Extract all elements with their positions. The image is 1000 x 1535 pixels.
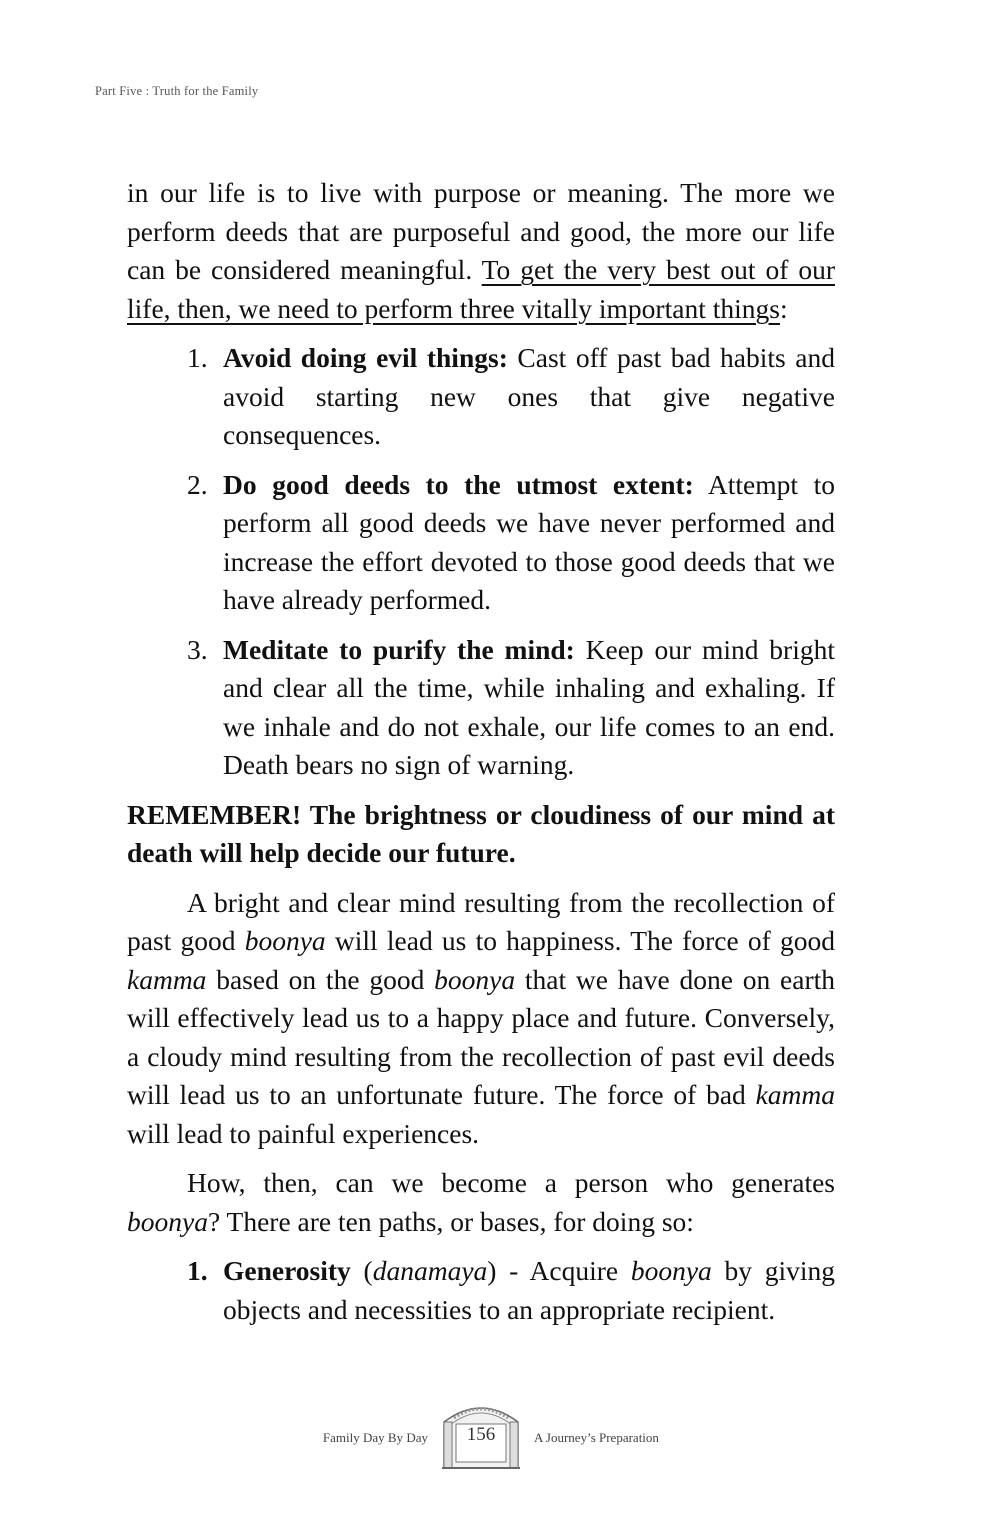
italic-term: boonya [630,1255,712,1286]
paragraph-paths [127,1164,835,1241]
list-item-title: Generosity [223,1255,351,1286]
italic-term: kamma [755,1079,835,1110]
ten-paths-list [127,1252,835,1329]
text: that we have done on earth will effectively lead us to a happy place and future. Conversely, a cloudy mind resulting from the recollection of past evil deeds will lead us to an unfortunate future. The force of bad [127,963,835,1110]
paragraph-mind [127,884,835,1154]
text: ) - Acquire [487,1255,631,1286]
page-footer [0,1398,1000,1478]
list-item-text: Attempt to perform all good deeds we have never performed and increase the effort devoted to those good deeds that we have already performed. [223,468,835,615]
list-item-text: Keep our mind bright and clear all the time, while inhaling and exhaling. If we inhale and do not exhale, our life comes to an end. Death bears no sign of warning. [223,633,835,780]
italic-term: boonya [434,963,516,995]
footer-book-title: Family Day By Day [322,1430,428,1445]
list-item-text: Cast off past bad habits and avoid starting new ones that give negative consequences. [223,342,835,450]
underlined-sentence: To get the very best out of our life, then, we need to perform three vitally important things [127,254,835,324]
list-number: 1. [187,342,208,373]
footer-subtitle: A Journey’s Preparation [534,1430,659,1445]
text: ? There are ten paths, or bases, for doing so: [207,1205,694,1237]
list-item-title: Meditate to purify the mind: [223,633,575,665]
text: How, then, can we become a person who generates [187,1167,835,1198]
list-item-title: Avoid doing evil things: [223,342,508,373]
three-things-list [127,339,835,785]
text: ( [350,1255,373,1286]
list-item [127,466,835,620]
intro-text: in our life is to live with purpose or meaning. The more we perform deeds that are purposeful and good, the more our life can be considered meaningful. [127,177,835,285]
italic-term: kamma [127,963,207,995]
list-item [127,339,835,455]
italic-term: boonya [127,1205,208,1237]
intro-paragraph [127,174,835,328]
running-head: Part Five : Truth for the Family [95,84,259,98]
remember-callout: REMEMBER! The brightness or cloudiness of our mind at death will help decide our future. [127,798,835,868]
italic-term: danamaya [372,1255,488,1286]
page-number: 156 [466,1424,496,1445]
list-item [127,1252,835,1329]
list-number: 2. [187,468,208,500]
intro-end: : [779,292,788,324]
page-body [127,174,835,1329]
list-number: 1. [187,1255,208,1286]
text: will lead to painful experiences. [127,1117,480,1149]
list-item-title: Do good deeds to the utmost extent: [223,468,694,500]
list-item [127,631,835,785]
list-number: 3. [187,633,208,665]
text: will lead us to happiness. The force of good [325,925,835,956]
text: by giving objects and necessities to an appropriate recipient. [223,1255,835,1325]
text: A bright and clear mind resulting from the recollection of past good [127,886,835,956]
italic-term: boonya [244,925,326,956]
text: based on the good [206,963,435,995]
